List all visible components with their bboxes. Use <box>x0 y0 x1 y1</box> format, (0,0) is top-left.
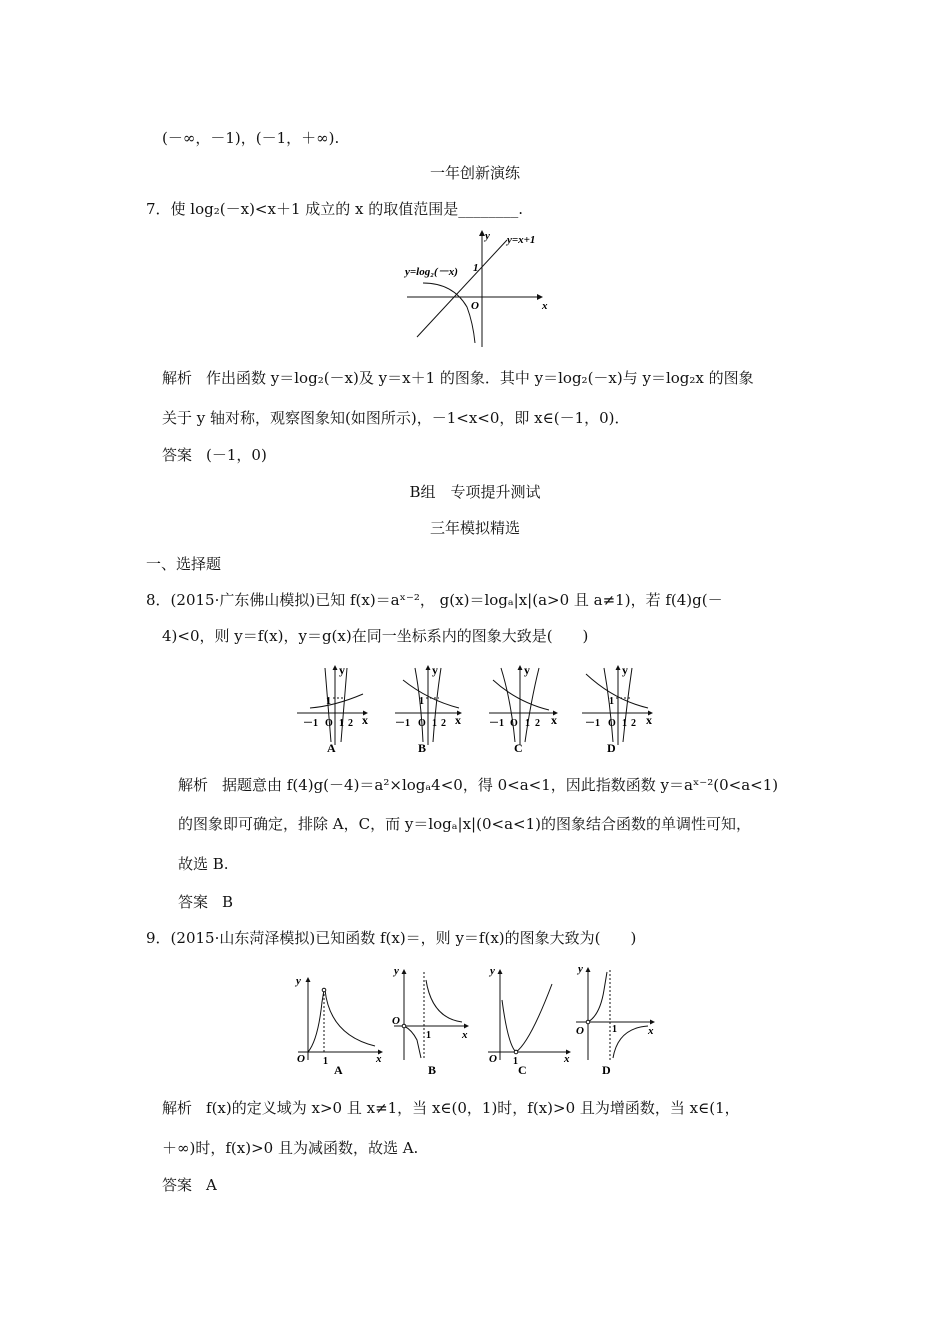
q8c-one: 1 <box>525 718 530 729</box>
q8a-y: y <box>339 663 345 677</box>
q7-x-label: x <box>542 300 548 312</box>
q8-option-c: C <box>514 741 523 755</box>
q7-analysis-line2: 关于 y 轴对称，观察图象知(如图所示)，－1<x<0，即 x∈(－1，0)． <box>162 409 630 427</box>
q9-analysis-line2: ＋∞)时，f(x)>0 且为减函数，故选 A. <box>162 1139 419 1157</box>
q9d-o: O <box>576 1025 584 1037</box>
q8b-one-y: 1 <box>419 696 424 707</box>
q8b-neg1: －1 <box>395 718 410 729</box>
q8-graph-c <box>489 663 557 755</box>
q9c-y: y <box>490 965 495 977</box>
q9c-o: O <box>489 1053 497 1065</box>
question-8-line2: 4)<0，则 y＝f(x)，y＝g(x)在同一坐标系内的图象大致是( ) <box>162 627 589 645</box>
previous-answer: (－∞，－1)，(－1，＋∞). <box>162 129 340 147</box>
section-title-innovation: 一年创新演练 <box>429 164 520 182</box>
q9-analysis-label: 解析 <box>162 1099 193 1117</box>
q8-analysis-line2: 的图象即可确定，排除 A，C，而 y＝logₐ|x|(0<a<1)的图象结合函数的单调性可知， <box>178 815 751 833</box>
q9-graph-d <box>576 963 654 1077</box>
q8a-two: 2 <box>348 718 353 729</box>
q7-analysis-line1 <box>162 368 754 388</box>
q8d-one-y: 1 <box>609 696 614 707</box>
q9-answer-label: 答案 <box>162 1176 193 1194</box>
q8-graph-b <box>395 663 461 755</box>
q8-analysis-line1 <box>178 775 778 795</box>
q8-answer-value: B <box>222 893 234 911</box>
q7-log-curve <box>423 283 475 343</box>
q7-analysis-label: 解析 <box>162 369 193 387</box>
q7-tick-1: 1 <box>473 262 479 274</box>
q9b-y: y <box>394 965 399 977</box>
q9a-o: O <box>297 1053 305 1065</box>
q8-graph-a <box>297 663 368 755</box>
q7-graph <box>395 225 555 350</box>
q9a-one: 1 <box>323 1056 328 1067</box>
q8a-x: x <box>362 713 368 727</box>
q9-option-a: A <box>334 1063 343 1077</box>
q8-analysis-line3: 故选 B. <box>178 855 229 873</box>
q9d-one: 1 <box>612 1024 617 1035</box>
question-9: 9．(2015·山东菏泽模拟)已知函数 f(x)＝，则 y＝f(x)的图象大致为( ) <box>146 929 637 947</box>
q8a-one: 1 <box>339 718 344 729</box>
q8c-neg1: －1 <box>489 718 504 729</box>
q8b-x: x <box>455 713 461 727</box>
q9-option-b: B <box>428 1063 437 1077</box>
q8-answer-label: 答案 <box>178 893 209 911</box>
question-7: 7．使 log₂(－x)<x＋1 成立的 x 的取值范围是________. <box>146 200 524 218</box>
q8a-one-y: 1 <box>326 696 331 707</box>
q7-answer-value: (－1，0) <box>206 446 267 464</box>
q8-answer <box>178 892 233 912</box>
q9-analysis-text1: f(x)的定义域为 x>0 且 x≠1，当 x∈(0，1)时，f(x)>0 且为增函数，当 x∈(1， <box>206 1099 740 1117</box>
q8-analysis-text1: 据题意由 f(4)g(－4)＝a²×logₐ4<0，得 0<a<1，因此指数函数 y＝aˣ⁻²(0<a<1) <box>222 776 779 794</box>
q8c-x: x <box>551 713 557 727</box>
q8-option-graphs <box>295 660 665 760</box>
q7-origin-label: O <box>471 300 479 312</box>
group-b-title: B组 专项提升测试 <box>409 483 541 501</box>
q8-option-a: A <box>327 741 336 755</box>
q8b-o: O <box>418 718 426 729</box>
q9-option-d: D <box>602 1063 611 1077</box>
q9d-x: x <box>648 1025 654 1037</box>
q9-graph-c <box>488 965 570 1077</box>
q8d-x: x <box>646 713 652 727</box>
q7-line-label: y=x+1 <box>507 234 536 246</box>
q8-option-d: D <box>607 741 616 755</box>
q8-graph-d <box>582 663 652 755</box>
q8a-o: O <box>325 718 333 729</box>
q9-option-graphs <box>290 960 660 1078</box>
q9-answer-value: A <box>206 1176 217 1194</box>
part-one-heading: 一、选择题 <box>146 555 222 573</box>
q8a-neg1: －1 <box>303 718 318 729</box>
q8c-y: y <box>524 663 530 677</box>
q9-option-c: C <box>518 1063 527 1077</box>
q8d-one: 1 <box>622 718 627 729</box>
q8d-o: O <box>608 718 616 729</box>
q9-graph-b <box>392 965 468 1077</box>
q8d-y: y <box>622 663 628 677</box>
q9a-x: x <box>376 1053 382 1065</box>
q7-line-curve <box>417 240 507 337</box>
q8-option-b: B <box>418 741 427 755</box>
q7-y-label: y <box>485 230 490 242</box>
q8b-one: 1 <box>432 718 437 729</box>
q9d-y: y <box>578 963 583 975</box>
q8b-y: y <box>432 663 438 677</box>
q8-analysis-label: 解析 <box>178 776 209 794</box>
q9b-o: O <box>392 1015 400 1027</box>
q9b-x: x <box>462 1029 468 1041</box>
q9c-x: x <box>564 1053 570 1065</box>
three-year-title: 三年模拟精选 <box>429 519 520 537</box>
q9-answer <box>162 1175 217 1195</box>
q9-analysis-line1 <box>162 1098 740 1118</box>
q8c-o: O <box>510 718 518 729</box>
q9a-y: y <box>296 975 301 987</box>
q8d-neg1: －1 <box>585 718 600 729</box>
q8c-two: 2 <box>535 718 540 729</box>
q7-log-label: y=log₂(－x) <box>405 266 458 278</box>
q9-graph-a <box>294 975 382 1077</box>
q7-answer-label: 答案 <box>162 446 193 464</box>
q8b-two: 2 <box>441 718 446 729</box>
q8d-two: 2 <box>631 718 636 729</box>
question-8-line1: 8．(2015·广东佛山模拟)已知 f(x)＝aˣ⁻²， g(x)＝logₐ|x|(a>0 且 a≠1)，若 f(4)g(－ <box>146 591 723 609</box>
q7-answer <box>162 445 267 465</box>
q9c-one: 1 <box>513 1056 518 1067</box>
q7-analysis-text1: 作出函数 y＝log₂(－x)及 y＝x＋1 的图象．其中 y＝log₂(－x)与 y＝log₂x 的图象 <box>206 369 754 387</box>
q9b-one: 1 <box>426 1030 431 1041</box>
